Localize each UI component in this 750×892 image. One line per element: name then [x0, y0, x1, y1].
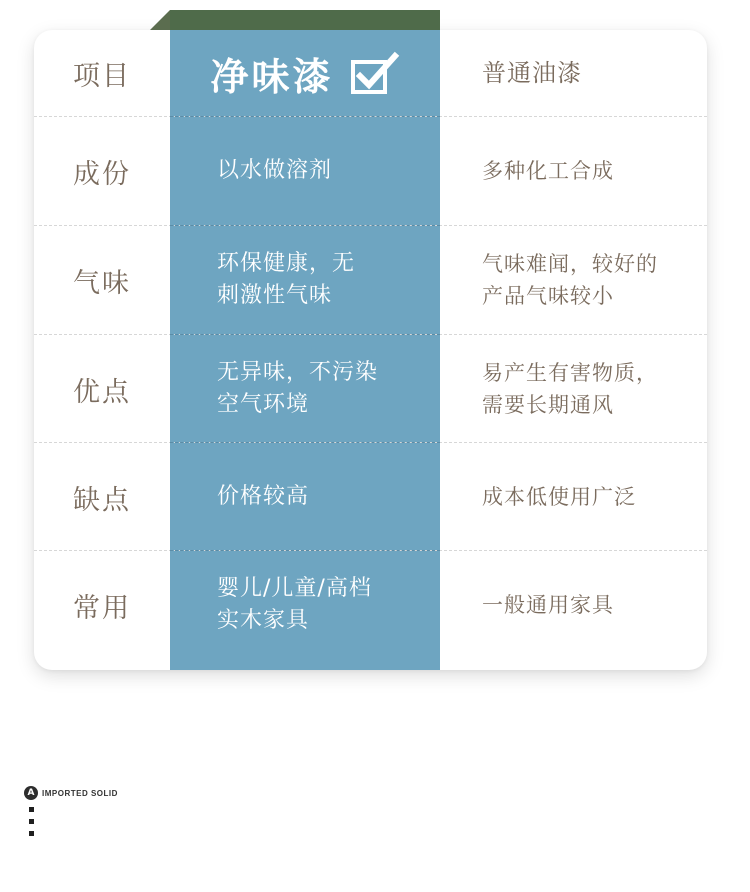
brand-logo [24, 786, 118, 800]
header-theirs: 普通油漆 [482, 59, 582, 87]
row-ours-value: 价格较高 [217, 484, 310, 509]
tab-fold-decoration [150, 10, 170, 30]
table-row [34, 335, 707, 443]
header-ours-title: 净味漆 [210, 54, 334, 99]
brand-logo-icon: A [24, 786, 38, 800]
row-theirs-value: 一般通用家具 [482, 593, 614, 617]
row-label: 气味 [73, 267, 131, 299]
header-label: 项目 [73, 60, 131, 92]
row-theirs-value: 气味难闻，较好的 产品气味较小 [482, 252, 658, 308]
checked-box-icon [350, 50, 400, 96]
row-label: 缺点 [73, 484, 131, 516]
table-row [34, 443, 707, 551]
vertical-dots-icon [29, 807, 34, 843]
row-theirs-value: 易产生有害物质， 需要长期通风 [482, 361, 658, 417]
table-row [34, 117, 707, 225]
row-label: 常用 [73, 592, 131, 624]
table-row [34, 551, 707, 659]
row-label: 优点 [73, 376, 131, 408]
row-ours-value: 婴儿/儿童/高档 实木家具 [217, 576, 372, 633]
row-ours-value: 无异味，不污染 空气环境 [217, 360, 379, 417]
header-ours [170, 30, 440, 116]
row-ours-value: 以水做溶剂 [217, 158, 333, 183]
row-theirs-value: 成本低使用广泛 [482, 485, 636, 509]
table-row [34, 226, 707, 334]
row-ours-value: 环保健康，无 刺激性气味 [217, 251, 356, 308]
tab-top-decoration [170, 10, 440, 30]
row-theirs-value: 多种化工合成 [482, 159, 614, 183]
row-label: 成份 [73, 158, 131, 190]
brand-text: IMPORTED SOLID [42, 788, 118, 798]
